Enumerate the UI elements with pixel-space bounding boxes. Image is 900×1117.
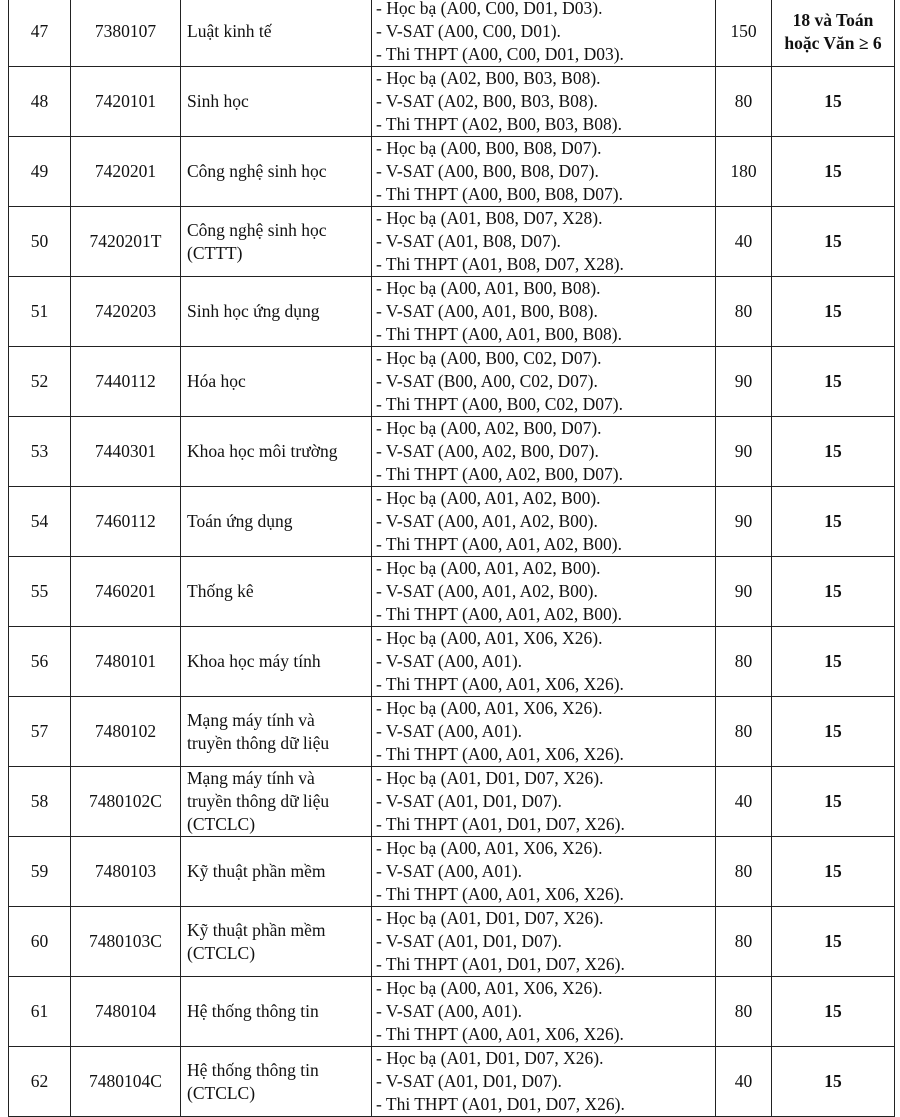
admission-methods-cell <box>372 697 716 767</box>
row-number: 49 <box>9 137 71 207</box>
admission-method-line: - Học bạ (A00, A01, X06, X26). <box>376 838 603 858</box>
major-code: 7460112 <box>71 487 181 557</box>
admission-methods-cell <box>372 837 716 907</box>
table-row <box>9 347 895 417</box>
admission-method-line: - Thi THPT (A00, A01, X06, X26). <box>376 674 624 694</box>
threshold-score: 15 <box>824 231 842 251</box>
admission-methods-cell <box>372 767 716 837</box>
admission-method-line: - Học bạ (A00, A01, X06, X26). <box>376 978 603 998</box>
row-number: 59 <box>9 837 71 907</box>
major-code: 7480103 <box>71 837 181 907</box>
threshold-score-cell <box>772 837 895 907</box>
row-number: 47 <box>9 0 71 67</box>
admission-methods-cell <box>372 67 716 137</box>
major-name-line: truyền thông dữ liệu <box>187 732 330 753</box>
table-row <box>9 487 895 557</box>
admission-method-line: - V-SAT (A00, A01). <box>376 861 523 881</box>
major-name-cell <box>181 417 372 487</box>
threshold-score: 15 <box>824 511 842 531</box>
admission-method-line: - V-SAT (A01, D01, D07). <box>376 791 562 811</box>
threshold-score: 15 <box>824 1001 842 1021</box>
row-number: 61 <box>9 977 71 1047</box>
row-number: 53 <box>9 417 71 487</box>
table-row <box>9 837 895 907</box>
table-row <box>9 0 895 67</box>
major-name-line: Hệ thống thông tin <box>187 1059 319 1080</box>
major-code: 7480102C <box>71 767 181 837</box>
admission-method-line: - V-SAT (A02, B00, B03, B08). <box>376 91 598 111</box>
admission-methods-cell <box>372 207 716 277</box>
admission-method-line: - Thi THPT (A00, A01, A02, B00). <box>376 604 622 624</box>
major-name-line: Hóa học <box>187 371 246 391</box>
admission-method-line: - Học bạ (A01, D01, D07, X26). <box>376 1048 604 1068</box>
threshold-score-cell <box>772 487 895 557</box>
admission-methods-cell <box>372 0 716 67</box>
admission-methods-cell <box>372 557 716 627</box>
admission-method-line: - Học bạ (A00, A01, A02, B00). <box>376 558 601 578</box>
row-number: 60 <box>9 907 71 977</box>
admission-method-line: - V-SAT (A01, B08, D07). <box>376 231 561 251</box>
admission-method-line: - Thi THPT (A00, A01, A02, B00). <box>376 534 622 554</box>
admission-method-line: - Thi THPT (A00, B00, B08, D07). <box>376 184 623 204</box>
threshold-score-cell <box>772 417 895 487</box>
major-code: 7480103C <box>71 907 181 977</box>
threshold-score-cell <box>772 207 895 277</box>
admission-methods-cell <box>372 977 716 1047</box>
admission-method-line: - Thi THPT (A00, A01, X06, X26). <box>376 1024 624 1044</box>
threshold-score: 15 <box>824 861 842 881</box>
admission-methods-cell <box>372 347 716 417</box>
admission-method-line: - Thi THPT (A00, B00, C02, D07). <box>376 394 623 414</box>
table-body <box>9 0 895 1117</box>
major-name-line: (CTCLC) <box>187 1082 256 1103</box>
threshold-score: hoặc Văn ≥ 6 <box>784 32 882 53</box>
major-name-line: Công nghệ sinh học <box>187 219 327 240</box>
major-code: 7440301 <box>71 417 181 487</box>
row-number: 57 <box>9 697 71 767</box>
quota-value: 80 <box>716 697 772 767</box>
threshold-score: 15 <box>824 441 842 461</box>
table-row <box>9 767 895 837</box>
admission-methods-cell <box>372 277 716 347</box>
admission-method-line: - Thi THPT (A01, D01, D07, X26). <box>376 954 625 974</box>
table-row <box>9 67 895 137</box>
major-name-line: Toán ứng dụng <box>187 511 293 531</box>
admission-method-line: - Thi THPT (A00, A01, B00, B08). <box>376 324 622 344</box>
major-name-cell <box>181 67 372 137</box>
major-name-line: (CTCLC) <box>187 942 256 963</box>
threshold-score-cell <box>772 137 895 207</box>
major-name-line: Kỹ thuật phần mềm <box>187 919 326 940</box>
admission-methods-cell <box>372 417 716 487</box>
admission-method-line: - V-SAT (B00, A00, C02, D07). <box>376 371 598 391</box>
admission-method-line: - V-SAT (A00, A01, A02, B00). <box>376 581 598 601</box>
admission-method-line: - V-SAT (A00, A01, A02, B00). <box>376 511 598 531</box>
quota-value: 40 <box>716 207 772 277</box>
threshold-score-cell <box>772 67 895 137</box>
major-name-line: (CTTT) <box>187 242 243 263</box>
major-name-line: Khoa học máy tính <box>187 651 321 671</box>
major-code: 7480104 <box>71 977 181 1047</box>
row-number: 51 <box>9 277 71 347</box>
major-name-line: Luật kinh tế <box>187 21 272 41</box>
major-name-line: Mạng máy tính và <box>187 709 315 730</box>
table-row <box>9 137 895 207</box>
admission-methods-cell <box>372 627 716 697</box>
major-name-line: Thống kê <box>187 581 254 601</box>
major-code: 7420201 <box>71 137 181 207</box>
row-number: 48 <box>9 67 71 137</box>
quota-value: 40 <box>716 767 772 837</box>
threshold-score: 15 <box>824 721 842 741</box>
major-name-line: Sinh học ứng dụng <box>187 301 320 321</box>
admission-method-line: - V-SAT (A00, A01). <box>376 721 523 741</box>
major-name-line: Mạng máy tính và <box>187 768 315 788</box>
admission-method-line: - Thi THPT (A01, B08, D07, X28). <box>376 254 624 274</box>
admission-method-line: - Học bạ (A00, C00, D01, D03). <box>376 0 603 18</box>
threshold-score: 18 và Toán <box>792 9 874 30</box>
admission-method-line: - V-SAT (A00, C00, D01). <box>376 21 561 41</box>
table-row <box>9 557 895 627</box>
row-number: 52 <box>9 347 71 417</box>
row-number: 56 <box>9 627 71 697</box>
major-name-cell <box>181 767 372 837</box>
admission-method-line: - Thi THPT (A02, B00, B03, B08). <box>376 114 622 134</box>
table-row <box>9 417 895 487</box>
table-row <box>9 207 895 277</box>
quota-value: 80 <box>716 277 772 347</box>
quota-value: 80 <box>716 977 772 1047</box>
admission-method-line: - Thi THPT (A00, C00, D01, D03). <box>376 44 624 64</box>
major-name-cell <box>181 977 372 1047</box>
row-number: 58 <box>9 767 71 837</box>
major-name-cell <box>181 347 372 417</box>
quota-value: 40 <box>716 1047 772 1117</box>
threshold-score: 15 <box>824 301 842 321</box>
threshold-score: 15 <box>824 1071 842 1091</box>
quota-value: 90 <box>716 417 772 487</box>
major-code: 7480101 <box>71 627 181 697</box>
major-code: 7480102 <box>71 697 181 767</box>
quota-value: 80 <box>716 837 772 907</box>
admission-method-line: - Học bạ (A00, A01, X06, X26). <box>376 628 603 648</box>
table-row <box>9 627 895 697</box>
major-name-cell <box>181 207 372 277</box>
row-number: 54 <box>9 487 71 557</box>
major-name-cell <box>181 627 372 697</box>
quota-value: 90 <box>716 347 772 417</box>
major-name-line: Kỹ thuật phần mềm <box>187 861 326 881</box>
major-name-line: Sinh học <box>187 91 249 111</box>
threshold-score: 15 <box>824 651 842 671</box>
major-name-line: Công nghệ sinh học <box>187 161 327 181</box>
admission-method-line: - V-SAT (A00, B00, B08, D07). <box>376 161 599 181</box>
admission-method-line: - Thi THPT (A00, A01, X06, X26). <box>376 884 624 904</box>
table-row <box>9 697 895 767</box>
admission-method-line: - Học bạ (A01, D01, D07, X26). <box>376 908 604 928</box>
admission-method-line: - Học bạ (A00, B00, C02, D07). <box>376 348 602 368</box>
threshold-score: 15 <box>824 931 842 951</box>
threshold-score: 15 <box>824 371 842 391</box>
admission-method-line: - Học bạ (A00, A01, A02, B00). <box>376 488 601 508</box>
row-number: 62 <box>9 1047 71 1117</box>
table-row <box>9 907 895 977</box>
threshold-score: 15 <box>824 161 842 181</box>
admission-method-line: - Học bạ (A00, A01, B00, B08). <box>376 278 601 298</box>
major-name-cell <box>181 0 372 67</box>
admission-method-line: - Học bạ (A02, B00, B03, B08). <box>376 68 601 88</box>
admission-methods-cell <box>372 907 716 977</box>
quota-value: 90 <box>716 557 772 627</box>
quota-value: 80 <box>716 627 772 697</box>
admission-method-line: - Thi THPT (A00, A02, B00, D07). <box>376 464 623 484</box>
row-number: 50 <box>9 207 71 277</box>
major-name-cell <box>181 907 372 977</box>
quota-value: 150 <box>716 0 772 67</box>
admission-method-line: - Học bạ (A01, D01, D07, X26). <box>376 768 604 788</box>
admission-method-line: - V-SAT (A00, A01, B00, B08). <box>376 301 598 321</box>
major-code: 7440112 <box>71 347 181 417</box>
threshold-score: 15 <box>824 791 842 811</box>
major-code: 7420201T <box>71 207 181 277</box>
admission-methods-cell <box>372 137 716 207</box>
threshold-score-cell <box>772 627 895 697</box>
major-code: 7460201 <box>71 557 181 627</box>
admission-method-line: - V-SAT (A00, A01). <box>376 651 523 671</box>
table-row <box>9 1047 895 1117</box>
major-name-cell <box>181 137 372 207</box>
major-name-line: Hệ thống thông tin <box>187 1001 319 1021</box>
major-name-cell <box>181 557 372 627</box>
major-name-line: (CTCLC) <box>187 814 256 834</box>
major-name-line: truyền thông dữ liệu <box>187 791 330 811</box>
admission-methods-cell <box>372 487 716 557</box>
admission-table <box>8 0 895 1117</box>
threshold-score: 15 <box>824 91 842 111</box>
table-row <box>9 277 895 347</box>
threshold-score-cell <box>772 697 895 767</box>
admission-method-line: - V-SAT (A01, D01, D07). <box>376 931 562 951</box>
quota-value: 90 <box>716 487 772 557</box>
admission-method-line: - V-SAT (A00, A02, B00, D07). <box>376 441 599 461</box>
admission-method-line: - Thi THPT (A01, D01, D07, X26). <box>376 1094 625 1114</box>
threshold-score-cell <box>772 907 895 977</box>
threshold-score-cell <box>772 977 895 1047</box>
major-code: 7420203 <box>71 277 181 347</box>
threshold-score: 15 <box>824 581 842 601</box>
major-name-cell <box>181 487 372 557</box>
major-code: 7480104C <box>71 1047 181 1117</box>
quota-value: 180 <box>716 137 772 207</box>
threshold-score-cell <box>772 1047 895 1117</box>
admission-method-line: - Thi THPT (A00, A01, X06, X26). <box>376 744 624 764</box>
major-name-cell <box>181 697 372 767</box>
admission-method-line: - Thi THPT (A01, D01, D07, X26). <box>376 814 625 834</box>
admission-method-line: - Học bạ (A01, B08, D07, X28). <box>376 208 603 228</box>
admission-methods-cell <box>372 1047 716 1117</box>
major-code: 7420101 <box>71 67 181 137</box>
admission-method-line: - Học bạ (A00, A02, B00, D07). <box>376 418 602 438</box>
table-row <box>9 977 895 1047</box>
quota-value: 80 <box>716 67 772 137</box>
major-name-line: Khoa học môi trường <box>187 441 338 461</box>
threshold-score-cell <box>772 767 895 837</box>
row-number: 55 <box>9 557 71 627</box>
threshold-score-cell <box>772 347 895 417</box>
threshold-score-cell <box>772 277 895 347</box>
quota-value: 80 <box>716 907 772 977</box>
major-name-cell <box>181 1047 372 1117</box>
admission-method-line: - V-SAT (A01, D01, D07). <box>376 1071 562 1091</box>
major-code: 7380107 <box>71 0 181 67</box>
threshold-score-cell <box>772 0 895 67</box>
admission-method-line: - V-SAT (A00, A01). <box>376 1001 523 1021</box>
admission-method-line: - Học bạ (A00, A01, X06, X26). <box>376 698 603 718</box>
admission-method-line: - Học bạ (A00, B00, B08, D07). <box>376 138 602 158</box>
major-name-cell <box>181 277 372 347</box>
threshold-score-cell <box>772 557 895 627</box>
major-name-cell <box>181 837 372 907</box>
